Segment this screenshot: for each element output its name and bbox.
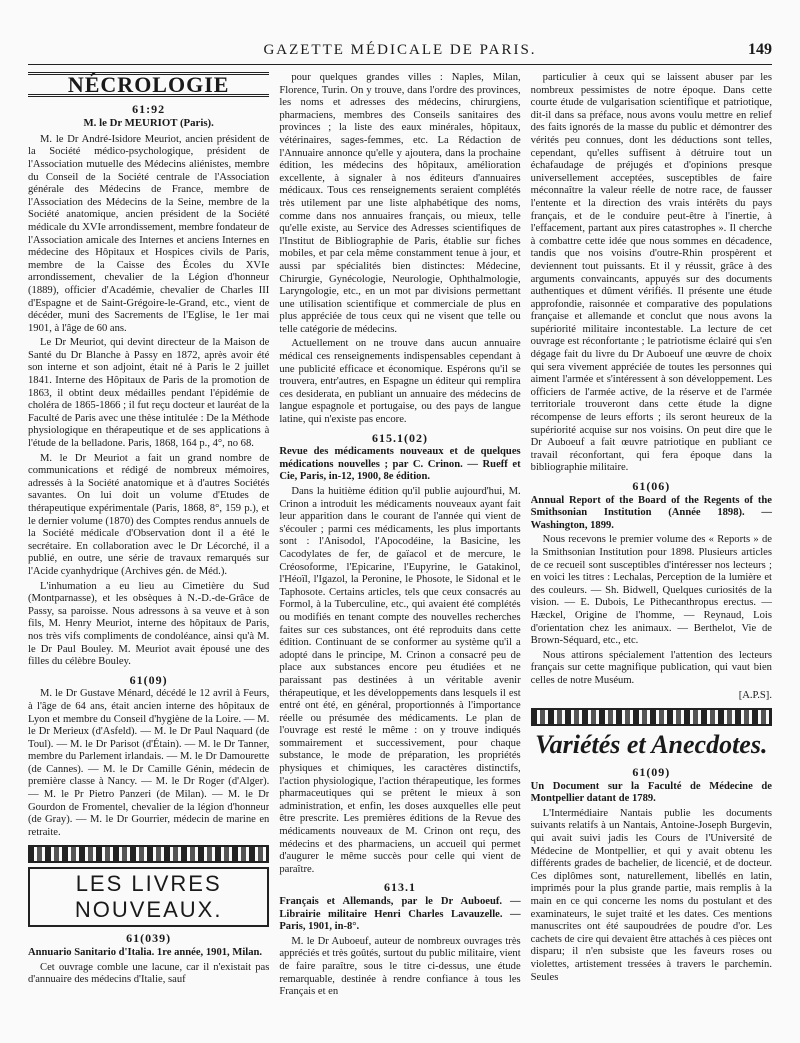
necrologie-banner: NÉCROLOGIE bbox=[28, 72, 269, 97]
paragraph: M. le Dr André-Isidore Meuriot, ancien président de la Société médico-psychologique, président de l'Association mutuelle des Médecins aliénistes, membre du Conseil de la Société centrale de l'Association générale des Médecins de France, membre de l'Association des Médecins de la Seine, membre de la Société anatomique, ancien président de la Société médicale du XVIe arrondissement, membre fondateur de l'Association amicale des Internes et anciens Internes en médecine des Hôpitaux et Hospices civils de Paris, membre de la Caisse des Écoles du XVIe arrondissement, chevalier de la Légion d'honneur (1889), officier d'Académie, chevalier de Charles III d'Espagne et de Saint-Grégoire-le-Grand, etc., vient de décéder, muni des Sacrements de l'Eglise, le 1er mai 1901, à l'âge de 60 ans. bbox=[28, 133, 270, 334]
livres-nouveaux-heading: LES LIVRES NOUVEAUX. bbox=[28, 867, 269, 927]
column-3 bbox=[531, 72, 772, 1039]
paragraph: Nous recevons le premier volume des « Reports » de la Smithsonian Institution pour 1898. Plusieurs articles de ce recueil sont susceptibles d'intéresser nos lecteurs ; en voici les titres : Lechalas, Perception de la lumière et des couleurs. — Sh. Bidwell, Quelques curiosités de la vision. — E. Dubois, Le Pithecanthropus erectus. — Hæckel, Origine de l'homme, — Reynaud, Lois d'orientation chez les animaux. — Berthelot, Vie de Brown-Séquard, etc., etc. bbox=[530, 534, 772, 647]
section-number: 61(06) bbox=[632, 479, 671, 493]
section-number: 61(039) bbox=[126, 931, 172, 946]
paragraph: M. le Dr Gustave Ménard, décédé le 12 avril à Feurs, à l'âge de 64 ans, était ancien interne des hôpitaux de Lyon et membre du Conseil d'hygiène de la Loire. — M. le Dr Merieux (d'Asfeld). — M. le Dr Paul Naquard (de Toul). — M. le Dr Parisot (d'Étain). — M. le Dr Tanner, membre du Parlement irlandais. — M. le Dr Damourette (de Cannes). — M. le Dr Camille Génin, médecin de première classe à Nancy. — M. le Dr Roger (d'Alger). — M. le Pr Pietro Panzeri (de Milan). — M. le Dr Gourdon de Fromentel, chevalier de la légion d'honneur (de Gray). — M. le Dr Gourrier, médecin de marine en retraite. bbox=[28, 688, 270, 838]
paragraph: L'inhumation a eu lieu au Cimetière du Sud (Montparnasse), et les obsèques à N.-D.-de-Grâce de Passy, sa paroisse. Nous adressons à sa veuve et à son fils, M. Henry Meuriot, interne des hôpitaux de Paris, nos très vifs compliments de condoléance, ainsi qu'à M. le Dr Paul Bouley. M. Meuriot avait épousé une des filles du célèbre Bouley. bbox=[28, 580, 270, 668]
entry-title: Français et Allemands, par le Dr Auboeuf. — Librairie militaire Henri Charles Lavauzelle. — Paris, 1901, in-8°. bbox=[279, 896, 521, 933]
paragraph: pour quelques grandes villes : Naples, Milan, Florence, Turin. On y trouve, dans l'ordre des provinces, les noms et adresses des médecins, chirurgiens, pharmaciens, membres des Conseils sanitaires des provinces ; la liste des eaux minérales, hôpitaux, vétérinaires, sages-femmes, etc. La Rédaction de l'Annuaire annonce qu'elle y ajoutera, dans la prochaine édition, les médecins des hôpitaux, amélioration excellente, à signaler à nos éditeurs d'annuaires médicaux. Tous ces renseignements seraient complétés très utilement par une liste alphabétique des noms, comme dans nos annuaires français, ou mieux, telle qu'elle existe, au Service des Adresses scientifiques de l'Institut de Bibliographie de Paris, établie sur fiches mobiles, et par cela même constamment tenue à jour, et aussi par spécialités bien distinctes: Médecine, Chirurgie, Gynécologie, Neurologie, Ophthalmologie, Laryngologie, etc., en un mot par divisions permettant une utilisation scientifique et commerciale de plus en plus appréciée de tous ceux qui ne visent que telle ou telle catégorie de médecins. bbox=[279, 72, 521, 335]
page-header bbox=[28, 38, 772, 65]
ornamental-divider bbox=[531, 708, 772, 726]
entry-title: Un Document sur la Faculté de Médecine de Montpellier datant de 1789. bbox=[530, 780, 772, 805]
varietes-heading: Variétés et Anecdotes. bbox=[535, 730, 768, 760]
section-number: 61(09) bbox=[129, 672, 168, 687]
paragraph: M. le Dr Meuriot a fait un grand nombre de communications et rédigé de nombreux mémoires, adressés à la Société anatomique et à d'autres Sociétés savantes. On lui doit un volume d'Etudes de thérapeutique expérimentale (Paris, 1868, 8°, 159 p.), et le dernier volume (1870) des Comptes rendus annuels de la Société médicale d'Observation dont il a été le secrétaire. En collaboration avec le Dr Lécorché, il a publié, en outre, une série de travaux remarqués sur l'Acide cyanhydrique (Archives gén. de Méd.). bbox=[28, 452, 270, 577]
signature: [A.P.S]. bbox=[738, 689, 772, 701]
page-number: 149 bbox=[748, 41, 772, 58]
section-number: 615.1(02) bbox=[371, 430, 428, 445]
entry-title: Revue des médicaments nouveaux et de quelques médications nouvelles ; par C. Crinon. — Rueff et Cie, Paris, in-12, 1900, 8e édition. bbox=[279, 446, 521, 483]
columns bbox=[28, 72, 772, 1039]
paragraph: particulier à ceux qui se laissent abuser par les nombreux pessimistes de notre époque. Dans cette courte étude de vulgarisation scientifique et patriotique, dit-il dans sa préface, nous avons voulu mettre en relief des faits ignorés de la masse du public et démontrer des vérités peu connues, dont les déductions sont telles, cependant, qu'elles suffisent à détruire tout un échafaudage de préjugés et d'opinions presque universellement acceptées, susceptibles de faire méconnaître la valeur réelle de notre race, de fausser l'entente et la direction des vrais intérêts du pays français, et de le conduire peut-être à l'inertie, à l'effacement, partant aux pires catastrophes ». Il cherche à combattre cette idée que nous sommes en décadence, tandis que nos voisins d'outre-Rhin prospèrent et deviennent tout puissants. Et il y réussit, grâce à des arguments convaincants, appuyés sur des documents authentiques et dûment vérifiés. Il présente une étude approfondie, raisonnée et comparative des populations française et allemande et conclut que nous avons la supériorité militaire incontestable. La lecture de cet ouvrage est réconfortante ; le patriotisme éclairé qui s'en dégage fait du livre du Dr Auboeuf une œuvre de choix qui sera vivement appréciée de toutes les personnes qui aiment l'armée et s'intéressent à son développement. Les officiers de l'armée active, de la réserve et de l'armée territoriale trouveront dans cette étude la digne récompense de leurs efforts ; ils seront heureux de la supériorité acquise sur nos voisins. On peut dire que le Dr Auboeuf a fait œuvre patriotique en publiant ce travail réconfortant, qui fera époque dans la bibliographie militaire. bbox=[530, 72, 772, 474]
section-number: 613.1 bbox=[383, 880, 416, 895]
journal-title: GAZETTE MÉDICALE DE PARIS. bbox=[263, 42, 537, 58]
paragraph: Dans la huitième édition qu'il publie aujourd'hui, M. Crinon a introduit les médicaments nouveaux ayant fait leur apparition dans le courant de l'année qui vient de s'écouler ; parmi ces médicaments, les plus importants sont : l'Anisodol, l'Apocodéine, la Basicine, les Cacodylates de fer, de gaïacol et de mercure, le Créosoforme, l'Epicarine, l'Eupyrine, le Gatakinol, l'Héoïl, l'Igazol, la Peronine, le Phosote, le Sidonal et le Taphosote. Certains articles, tels que ceux consacrés au Formol, à la Tuberculine, etc., qui avaient été complétés ou modifiés en tenant compte des nouvelles recherches faites sur ces substances, ont été reproduits dans cette édition. Continuant de se conformer au système qu'il a adopté dans le principe, M. Crinon a consacré peu de place aux substances encore peu étudiées et ne paraissant pas destinées à un véritable avenir thérapeutique, et les développements dans lesquels il est entré ont été, en général, proportionnés à l'importance réelle ou présumée des médicaments. Le plan de l'ouvrage est resté le même : on y trouve indiqués sommairement et successivement, pour chaque substance, le mode de préparation, les propriétés physiques et chimiques, les caractères distinctifs, l'action physiologique, l'action thérapeutique, les formes pharmaceutiques qui se prêtent le mieux à son administration, et enfin, les doses auxquelles elle peut être prescrite. Les premières éditions de la Revue des médicaments nouveaux de M. Crinon ont reçu, des médecins et des pharmaciens, un accueil qui permet d'augurer le même succès pour celle qui vient de paraître. bbox=[279, 486, 521, 875]
column-2 bbox=[279, 72, 520, 1039]
section-number: 61:92 bbox=[132, 101, 166, 116]
paragraph: Actuellement on ne trouve dans aucun annuaire médical ces renseignements indispensables cependant à une publicité efficace et économique. Espérons qu'il se trouvera, entr'autres, en Espagne un éditeur qui remplira ces desiderata, en publiant un annuaire des médecins de langue espagnole et portugaise, ou des pays de langue latine, qui n'existe pas encore. bbox=[279, 338, 521, 426]
paragraph: Le Dr Meuriot, qui devint directeur de la Maison de Santé du Dr Blanche à Passy en 1872, après avoir été son interne et son adjoint, était né à Paris le 2 juillet 1841. Interne des Hôpitaux de Paris de la promotion de 1863, il obtint deux médailles pendant l'épidémie de choléra de 1865-1866 ; il fut reçu docteur et lauréat de la Faculté de Paris avec une thèse intitulée : De la Méthode physiologique en thérapeutique et de ses applications à l'étude de la belladone. Paris, 1868, 164 p., 4°, no 68. bbox=[28, 337, 270, 450]
paragraph: M. le Dr Auboeuf, auteur de nombreux ouvrages très appréciés et très goûtés, surtout du public militaire, vient de faire paraître, sous le titre ci-dessus, une étude remarquable, destinée à rendre confiance à tous les Français et en bbox=[279, 935, 521, 998]
paragraph: L'Intermédiaire Nantais publie les documents suivants relatifs à un Nantais, Antoine-Joseph Burgevin, qui avait suivi jadis les Cours de l'Université de Médecine de Montpellier, et qui y avait obtenu les différents grades de bachelier, de licencié, et de docteur. Ces diplômes sont, naturellement, libellés en latin, imprimés pour la plus grande partie, mais remplis à la main en ce qui concerne les noms du postulant et des examinateurs, le sujet traité et les dates. Ces mentions manuscrites ont été saupoudrées de poudre d'or. Les cachets de cire qui devaient être attachés à ces pièces ont disparu; il n'en subsiste que les faveurs roses ou violettes, artistement tressées à travers le parchemin. Seules bbox=[530, 807, 772, 983]
entry-title: Annual Report of the Board of the Regents of the Smithsonian Institution (Année 1898). — Washington, 1899. bbox=[530, 494, 772, 531]
obituary-heading: M. le Dr MEURIOT (Paris). bbox=[83, 117, 214, 130]
entry-title: Annuario Sanitario d'Italia. 1re année, 1901, Milan. bbox=[28, 947, 263, 959]
ornamental-divider bbox=[28, 845, 269, 863]
paragraph: Nous attirons spécialement l'attention des lecteurs français sur cette magnifique publication, qui vaut bien celles de notre Muséum. bbox=[530, 649, 772, 686]
paragraph: Cet ouvrage comble une lacune, car il n'existait pas d'annuaire des médecins d'Italie, sauf bbox=[28, 961, 270, 986]
column-1 bbox=[28, 72, 269, 1039]
section-number: 61(09) bbox=[632, 765, 671, 780]
